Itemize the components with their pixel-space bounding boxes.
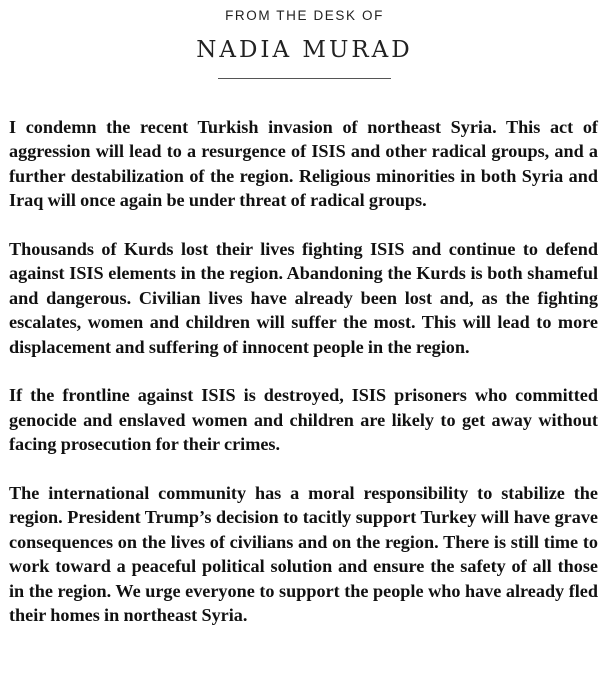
letterhead-divider bbox=[218, 78, 391, 79]
paragraph-1: I condemn the recent Turkish invasion of northeast Syria. This act of aggression will lead to a resurgence of ISIS and other radical groups, and a further destabilization of the region. Religious minorities in both Syria and Iraq will once again be under threat of radical groups. bbox=[9, 117, 598, 211]
paragraph-2: Thousands of Kurds lost their lives fighting ISIS and continue to defend against ISIS elements in the region. Abandoning the Kurds is both shameful and dangerous. Civilian lives have already been lost and, as the fighting escalates, women and children will suffer the most. This will lead to more displacement and suffering of innocent people in the region. bbox=[9, 239, 598, 357]
letterhead-kicker: FROM THE DESK OF bbox=[225, 8, 384, 23]
paragraph-3: If the frontline against ISIS is destroyed, ISIS prisoners who committed genocide and enslaved women and children are likely to get away without facing prosecution for their crimes. bbox=[9, 385, 598, 455]
statement-body bbox=[9, 115, 598, 627]
paragraph-4: The international community has a moral responsibility to stabilize the region. President Trump’s decision to tacitly support Turkey will have grave consequences on the lives of civilians and on the region. There is still time to work toward a peaceful political solution and ensure the safety of all those in the region. We urge everyone to support the people who have already fled their homes in northeast Syria. bbox=[9, 483, 598, 626]
letterhead-name: NADIA MURAD bbox=[196, 37, 413, 63]
